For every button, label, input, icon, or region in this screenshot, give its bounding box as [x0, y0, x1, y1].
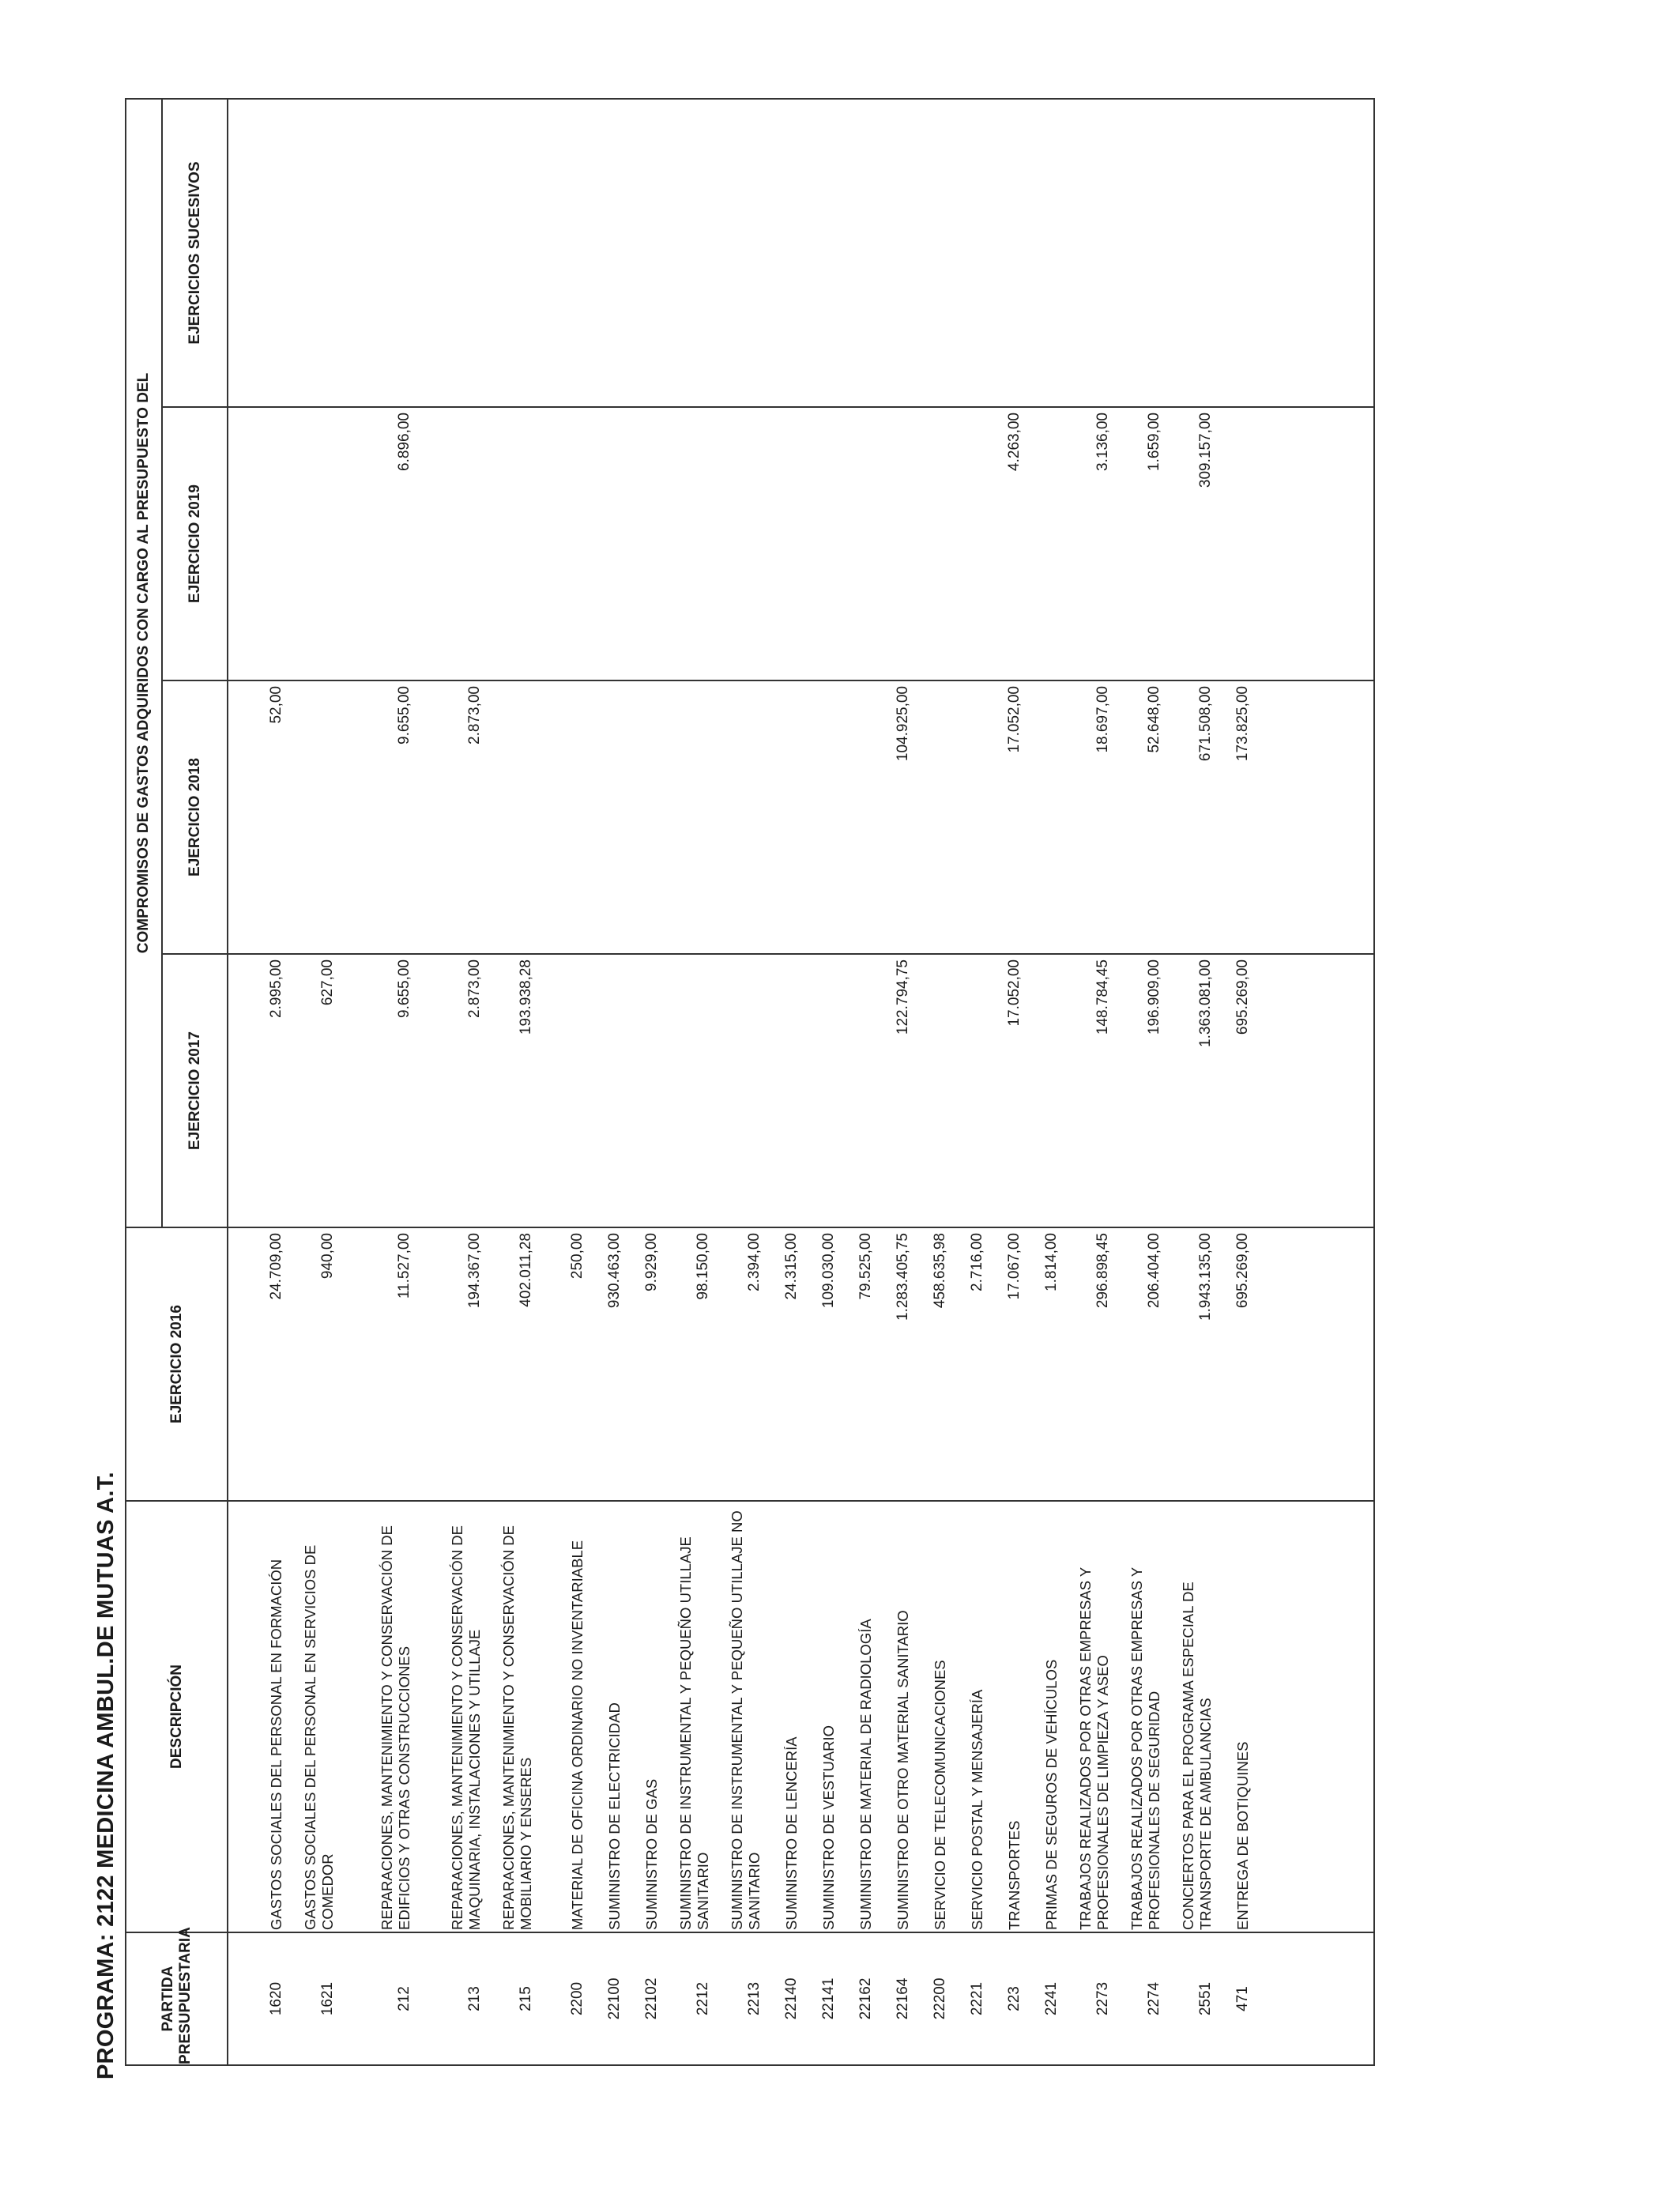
ejercicio-2016-cell: 1.814,00: [1026, 1227, 1063, 1501]
partida-cell: 1620: [228, 1932, 288, 2065]
partida-cell: 2212: [663, 1932, 714, 2065]
ejercicio-2017-cell: 2.873,00: [416, 954, 486, 1227]
ejercicio-2018-cell: [951, 680, 989, 954]
ejercicio-2019-cell: 3.136,00: [1063, 407, 1114, 680]
ejercicio-2019-cell: [877, 407, 914, 680]
ejercicios-sucesivos-cell: [803, 99, 840, 407]
ejercicios-sucesivos-cell: [1217, 99, 1254, 407]
descripcion-cell: REPARACIONES, MANTENIMIENTO Y CONSERVACIÓN DE MAQUINARIA, INSTALACIONES Y UTILLAJE: [416, 1501, 486, 1932]
ejercicio-2018-cell: [1026, 680, 1063, 954]
ejercicio-2016-cell: 24.709,00: [228, 1227, 288, 1501]
descripcion-cell: SERVICIO DE TELECOMUNICACIONES: [914, 1501, 951, 1932]
filler-cell: [1254, 680, 1374, 954]
ejercicios-sucesivos-cell: [840, 99, 877, 407]
descripcion-cell: SUMINISTRO DE MATERIAL DE RADIOLOGÍA: [840, 1501, 877, 1932]
ejercicio-2018-cell: [589, 680, 626, 954]
table-row: [914, 99, 951, 2065]
table-row: [840, 99, 877, 2065]
partida-cell: 1621: [288, 1932, 339, 2065]
ejercicio-2019-cell: 1.659,00: [1114, 407, 1166, 680]
ejercicio-2016-cell: 194.367,00: [416, 1227, 486, 1501]
ejercicio-2018-cell: [663, 680, 714, 954]
ejercicio-2016-cell: 402.011,28: [486, 1227, 537, 1501]
header-ejercicio-2018: EJERCICIO 2018: [162, 680, 228, 954]
partida-cell: 22200: [914, 1932, 951, 2065]
ejercicio-2017-cell: 627,00: [288, 954, 339, 1227]
ejercicio-2018-cell: 18.697,00: [1063, 680, 1114, 954]
descripcion-cell: MATERIAL DE OFICINA ORDINARIO NO INVENTARIABLE: [537, 1501, 589, 1932]
ejercicios-sucesivos-cell: [1114, 99, 1166, 407]
ejercicio-2019-cell: [589, 407, 626, 680]
ejercicio-2017-cell: 193.938,28: [486, 954, 537, 1227]
table-row: [714, 99, 766, 2065]
ejercicios-sucesivos-cell: [663, 99, 714, 407]
ejercicio-2016-cell: 79.525,00: [840, 1227, 877, 1501]
ejercicio-2016-cell: 296.898,45: [1063, 1227, 1114, 1501]
table-row: [416, 99, 486, 2065]
ejercicio-2016-cell: 17.067,00: [989, 1227, 1026, 1501]
ejercicio-2018-cell: [626, 680, 663, 954]
table-filler-row: [1254, 99, 1374, 2065]
ejercicio-2018-cell: [486, 680, 537, 954]
partida-cell: 2221: [951, 1932, 989, 2065]
ejercicio-2017-cell: 148.784,45: [1063, 954, 1114, 1227]
ejercicio-2016-cell: 1.943.135,00: [1166, 1227, 1217, 1501]
ejercicio-2017-cell: [951, 954, 989, 1227]
table-row: [228, 99, 288, 2065]
ejercicio-2019-cell: [416, 407, 486, 680]
ejercicio-2018-cell: [766, 680, 803, 954]
ejercicio-2019-cell: [663, 407, 714, 680]
descripcion-cell: SUMINISTRO DE INSTRUMENTAL Y PEQUEÑO UTILLAJE SANITARIO: [663, 1501, 714, 1932]
ejercicio-2017-cell: 2.995,00: [228, 954, 288, 1227]
filler-cell: [1254, 1227, 1374, 1501]
ejercicios-sucesivos-cell: [1166, 99, 1217, 407]
ejercicio-2019-cell: [714, 407, 766, 680]
ejercicio-2019-cell: 309.157,00: [1166, 407, 1217, 680]
table-row: [486, 99, 537, 2065]
header-ejercicio-2017: EJERCICIO 2017: [162, 954, 228, 1227]
filler-cell: [1254, 407, 1374, 680]
ejercicio-2016-cell: 109.030,00: [803, 1227, 840, 1501]
ejercicio-2018-cell: [840, 680, 877, 954]
ejercicio-2017-cell: 695.269,00: [1217, 954, 1254, 1227]
table-row: [537, 99, 589, 2065]
header-ejercicio-2016: EJERCICIO 2016: [126, 1227, 228, 1501]
ejercicio-2016-cell: 98.150,00: [663, 1227, 714, 1501]
ejercicio-2018-cell: 52.648,00: [1114, 680, 1166, 954]
table-row: [1217, 99, 1254, 2065]
ejercicio-2016-cell: 1.283.405,75: [877, 1227, 914, 1501]
ejercicios-sucesivos-cell: [877, 99, 914, 407]
filler-cell: [1254, 954, 1374, 1227]
descripcion-cell: TRANSPORTES: [989, 1501, 1026, 1932]
ejercicio-2016-cell: 11.527,00: [339, 1227, 416, 1501]
page-title: PROGRAMA: 2122 MEDICINA AMBUL.DE MUTUAS A.T.: [93, 1472, 119, 2079]
ejercicios-sucesivos-cell: [714, 99, 766, 407]
ejercicio-2017-cell: [766, 954, 803, 1227]
table-row: [877, 99, 914, 2065]
ejercicio-2018-cell: 671.508,00: [1166, 680, 1217, 954]
ejercicio-2019-cell: [228, 407, 288, 680]
ejercicio-2018-cell: 9.655,00: [339, 680, 416, 954]
ejercicio-2017-cell: 122.794,75: [877, 954, 914, 1227]
table-row: [1063, 99, 1114, 2065]
descripcion-cell: CONCIERTOS PARA EL PROGRAMA ESPECIAL DE TRANSPORTE DE AMBULANCIAS: [1166, 1501, 1217, 1932]
descripcion-cell: SUMINISTRO DE INSTRUMENTAL Y PEQUEÑO UTILLAJE NO SANITARIO: [714, 1501, 766, 1932]
table-row: [989, 99, 1026, 2065]
partida-cell: 2200: [537, 1932, 589, 2065]
ejercicio-2019-cell: [914, 407, 951, 680]
table-row: [339, 99, 416, 2065]
ejercicio-2017-cell: 1.363.081,00: [1166, 954, 1217, 1227]
partida-cell: 2273: [1063, 1932, 1114, 2065]
ejercicios-sucesivos-cell: [766, 99, 803, 407]
descripcion-cell: SUMINISTRO DE GAS: [626, 1501, 663, 1932]
descripcion-cell: SUMINISTRO DE ELECTRICIDAD: [589, 1501, 626, 1932]
ejercicio-2017-cell: [803, 954, 840, 1227]
ejercicio-2018-cell: 17.052,00: [989, 680, 1026, 954]
partida-cell: 22164: [877, 1932, 914, 2065]
descripcion-cell: TRABAJOS REALIZADOS POR OTRAS EMPRESAS Y PROFESIONALES DE LIMPIEZA Y ASEO: [1063, 1501, 1114, 1932]
ejercicio-2017-cell: 196.909,00: [1114, 954, 1166, 1227]
partida-cell: 2551: [1166, 1932, 1217, 2065]
partida-cell: 2274: [1114, 1932, 1166, 2065]
ejercicio-2016-cell: 206.404,00: [1114, 1227, 1166, 1501]
ejercicio-2019-cell: [486, 407, 537, 680]
partida-cell: 223: [989, 1932, 1026, 2065]
descripcion-cell: GASTOS SOCIALES DEL PERSONAL EN SERVICIOS DE COMEDOR: [288, 1501, 339, 1932]
partida-cell: 2213: [714, 1932, 766, 2065]
ejercicio-2017-cell: [663, 954, 714, 1227]
partida-cell: 213: [416, 1932, 486, 2065]
ejercicio-2017-cell: [714, 954, 766, 1227]
descripcion-cell: SERVICIO POSTAL Y MENSAJERÍA: [951, 1501, 989, 1932]
partida-cell: 22141: [803, 1932, 840, 2065]
header-ejercicio-2019: EJERCICIO 2019: [162, 407, 228, 680]
ejercicio-2016-cell: 695.269,00: [1217, 1227, 1254, 1501]
descripcion-cell: ENTREGA DE BOTIQUINES: [1217, 1501, 1254, 1932]
partida-cell: 471: [1217, 1932, 1254, 2065]
ejercicio-2016-cell: 458.635,98: [914, 1227, 951, 1501]
ejercicio-2018-cell: 104.925,00: [877, 680, 914, 954]
partida-cell: 212: [339, 1932, 416, 2065]
table-row: [1166, 99, 1217, 2065]
partida-cell: 215: [486, 1932, 537, 2065]
ejercicio-2016-cell: 2.394,00: [714, 1227, 766, 1501]
partida-cell: 22102: [626, 1932, 663, 2065]
ejercicio-2019-cell: [840, 407, 877, 680]
ejercicio-2019-cell: [1217, 407, 1254, 680]
header-ejercicios-sucesivos: EJERCICIOS SUCESIVOS: [162, 99, 228, 407]
filler-cell: [1254, 1501, 1374, 1932]
ejercicio-2019-cell: 6.896,00: [339, 407, 416, 680]
ejercicio-2019-cell: [766, 407, 803, 680]
ejercicio-2019-cell: [803, 407, 840, 680]
table-row: [766, 99, 803, 2065]
ejercicio-2018-cell: [537, 680, 589, 954]
ejercicio-2018-cell: [803, 680, 840, 954]
ejercicio-2018-cell: 2.873,00: [416, 680, 486, 954]
descripcion-cell: SUMINISTRO DE LENCERÍA: [766, 1501, 803, 1932]
ejercicio-2019-cell: [626, 407, 663, 680]
ejercicio-2019-cell: [1026, 407, 1063, 680]
header-compromisos: COMPROMISOS DE GASTOS ADQUIRIDOS CON CARGO AL PRESUPUESTO DEL: [126, 99, 162, 1227]
table-row: [1114, 99, 1166, 2065]
header-descripcion: DESCRIPCIÓN: [126, 1501, 228, 1932]
ejercicios-sucesivos-cell: [537, 99, 589, 407]
ejercicio-2017-cell: [537, 954, 589, 1227]
filler-cell: [1254, 99, 1374, 407]
ejercicio-2017-cell: 17.052,00: [989, 954, 1026, 1227]
descripcion-cell: GASTOS SOCIALES DEL PERSONAL EN FORMACIÓN: [228, 1501, 288, 1932]
descripcion-cell: REPARACIONES, MANTENIMIENTO Y CONSERVACIÓN DE EDIFICIOS Y OTRAS CONSTRUCCIONES: [339, 1501, 416, 1932]
descripcion-cell: SUMINISTRO DE OTRO MATERIAL SANITARIO: [877, 1501, 914, 1932]
ejercicio-2018-cell: [914, 680, 951, 954]
ejercicios-sucesivos-cell: [1063, 99, 1114, 407]
ejercicios-sucesivos-cell: [228, 99, 288, 407]
ejercicios-sucesivos-cell: [416, 99, 486, 407]
ejercicio-2019-cell: [288, 407, 339, 680]
ejercicio-2017-cell: [626, 954, 663, 1227]
ejercicios-sucesivos-cell: [589, 99, 626, 407]
descripcion-cell: SUMINISTRO DE VESTUARIO: [803, 1501, 840, 1932]
ejercicio-2017-cell: 9.655,00: [339, 954, 416, 1227]
ejercicio-2019-cell: [537, 407, 589, 680]
ejercicio-2017-cell: [914, 954, 951, 1227]
ejercicios-sucesivos-cell: [339, 99, 416, 407]
table-row: [663, 99, 714, 2065]
table-row: [626, 99, 663, 2065]
partida-cell: 22100: [589, 1932, 626, 2065]
ejercicios-sucesivos-cell: [288, 99, 339, 407]
table-row: [951, 99, 989, 2065]
ejercicio-2016-cell: 930.463,00: [589, 1227, 626, 1501]
ejercicios-sucesivos-cell: [486, 99, 537, 407]
table-row: [589, 99, 626, 2065]
ejercicio-2016-cell: 2.716,00: [951, 1227, 989, 1501]
ejercicio-2018-cell: 173.825,00: [1217, 680, 1254, 954]
descripcion-cell: REPARACIONES, MANTENIMIENTO Y CONSERVACIÓN DE MOBILIARIO Y ENSERES: [486, 1501, 537, 1932]
descripcion-cell: TRABAJOS REALIZADOS POR OTRAS EMPRESAS Y PROFESIONALES DE SEGURIDAD: [1114, 1501, 1166, 1932]
ejercicio-2016-cell: 24.315,00: [766, 1227, 803, 1501]
partida-cell: 22140: [766, 1932, 803, 2065]
ejercicio-2016-cell: 250,00: [537, 1227, 589, 1501]
ejercicios-sucesivos-cell: [951, 99, 989, 407]
ejercicio-2017-cell: [589, 954, 626, 1227]
ejercicio-2017-cell: [840, 954, 877, 1227]
ejercicios-sucesivos-cell: [626, 99, 663, 407]
ejercicio-2018-cell: 52,00: [228, 680, 288, 954]
partida-cell: 22162: [840, 1932, 877, 2065]
partida-cell: 2241: [1026, 1932, 1063, 2065]
descripcion-cell: PRIMAS DE SEGUROS DE VEHÍCULOS: [1026, 1501, 1063, 1932]
ejercicio-2018-cell: [714, 680, 766, 954]
budget-table-body: [228, 99, 1374, 2065]
header-partida: PARTIDA PRESUPUESTARIA: [126, 1932, 228, 2065]
ejercicios-sucesivos-cell: [1026, 99, 1063, 407]
table-row: [288, 99, 339, 2065]
table-row: [803, 99, 840, 2065]
ejercicio-2016-cell: 940,00: [288, 1227, 339, 1501]
ejercicio-2016-cell: 9.929,00: [626, 1227, 663, 1501]
budget-table: [125, 98, 1375, 2066]
ejercicio-2017-cell: [1026, 954, 1063, 1227]
ejercicio-2019-cell: [951, 407, 989, 680]
table-row: [1026, 99, 1063, 2065]
ejercicio-2019-cell: 4.263,00: [989, 407, 1026, 680]
ejercicios-sucesivos-cell: [914, 99, 951, 407]
ejercicio-2018-cell: [288, 680, 339, 954]
filler-cell: [1254, 1932, 1374, 2065]
ejercicios-sucesivos-cell: [989, 99, 1026, 407]
